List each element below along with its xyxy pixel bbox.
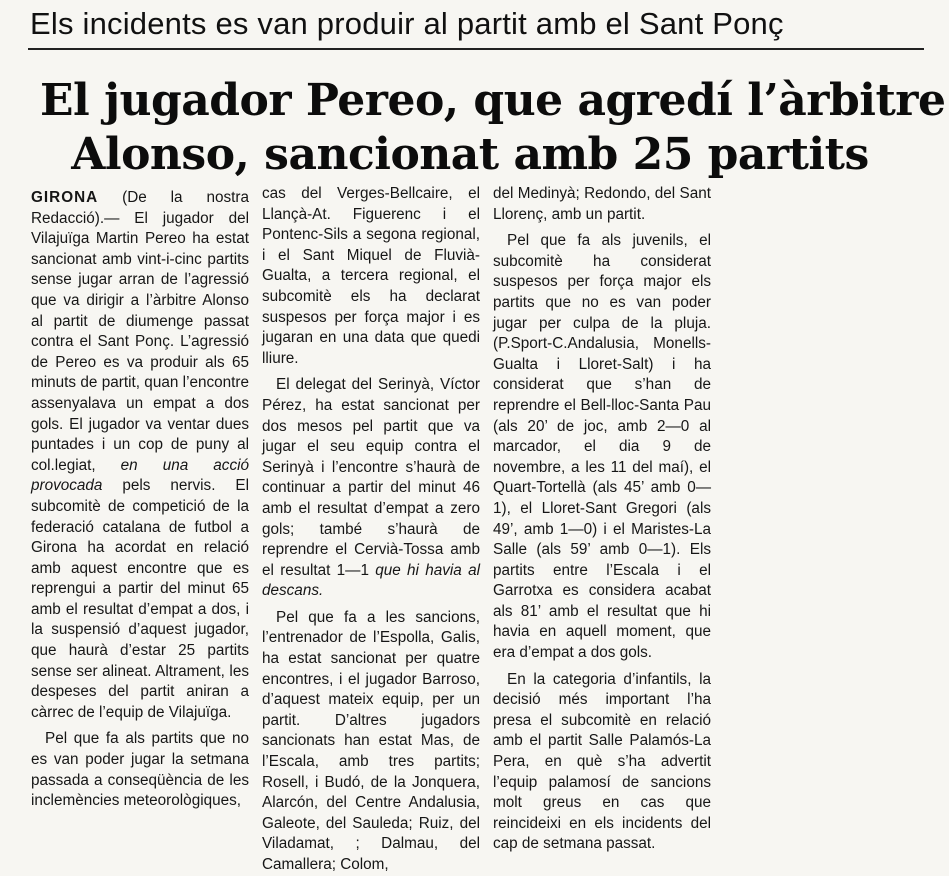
article-headline [40,74,946,182]
article-body [31,185,945,873]
paragraph: Pel que fa als juvenils, el subcomitè ha considerat suspesos per força major els partits que no es van poder jugar per culpa de la pluja. (P.Sport-C.Andalusia, Monells-Gualta i Lloret-Salt) i ha considerat que s’han de reprendre el Bell-lloc-Santa Pau (als 20’ de joc, amb 2—0 al marcador, el dia 9 de novembre, a les 11 del maí), el Quart-Tortellà (als 45’ amb 0—1), el Lloret-Sant Gregori (als 49’, amb 1—0) i el Maristes-La Salle (als 59’ amb 0—1). Els partits entre l’Escala i el Garrotxa es considera acabat als 81’ amb el resultat que hi havia en aquell moment, que era d’empat a dos gols. [493,232,711,662]
paragraph: del Medinyà; Redondo, del Sant Llorenç, amb un partit. [493,185,711,223]
paragraph-italic-text: que hi havia al descans. [262,561,480,600]
headline-line-1: El jugador Pereo, que agredí l’àrbitre [40,75,946,126]
paragraph: En la categoria d’infantils, la decisió més important l’ha presa el subcomitè en relació amb el partit Salle Palamós-La Pera, en què s’ha advertit l’equip palamosí de sancions molt greus en cas que reincideixi en els incidents del cap de setmana passat. [493,670,711,853]
kicker-underline [28,48,924,50]
paragraph-text: El delegat del Serinyà, Víctor Pérez, ha estat sancionat per dos mesos pel partit que va jugar el seu equip contra el Serinyà i l’encontre s’haurà de continuar a partir del minut 46 amb el resultat d’empat a zero gols; també s’haurà de reprendre el Cervià-Tossa amb el resultat 1—1 [262,376,480,579]
headline-line-2: Alonso, sancionat amb 25 partits [71,129,869,180]
paragraph: Pel que fa als partits que no es van poder jugar la setmana passada a conseqüència de les inclemències meteorològiques, [31,730,249,810]
paragraph-italic-text: en una acció provocada [31,456,250,495]
paragraph [262,375,480,602]
paragraph: Pel que fa a les sancions, l’entrenador de l’Espolla, Galis, ha estat sancionat per quatre encontres, i el jugador Barroso, d’aquest mateix equip, per un partit. D’altres jugadors sancionats han estat Mas, de l’Escala, amb tres partits; Rosell, i Budó, de la Jonquera, Alarcón, del Centre Andalusia, Galeote, del Sauleda; Ruiz, del Viladamat, ; Dalmau, del Camallera; Colom, [262,608,480,873]
paragraph-text: pels nervis. El subcomitè de competició de la federació catalana de futbol a Girona ha acordat en relació amb aquest encontre que es reprengui a partir del minut 65 amb el resultat d’empat a dos, i la suspensió d’aquest jugador, que haurà d’estar 25 partits sense ser alineat. Altrament, les despeses del partit aniran a càrrec de l’equip de Vilajuïga. [31,477,249,721]
column-2 [262,185,480,873]
column-3 [493,185,711,853]
paragraph: cas del Verges-Bellcaire, el Llançà-At. Figuerenc i el Pontenc-Sils a segona regional, i el Sant Miquel de Fluvià-Gualta, a tercera regional, el subcomitè els ha declarat suspesos per força major i es jugaran en una data que quedi lliure. [262,185,480,367]
column-1 [31,188,249,808]
paragraph-text: (De la nostra Redacció).— El jugador del Vilajuïga Martin Pereo ha estat sancionat amb vint-i-cinc partits sense jugar arran de l’agressió que va dirigir a l’àrbitre Alonso al partit de diumenge passat contra el Sant Ponç. L’agressió de Pereo es va produir als 65 minuts de partit, quan l’encontre assenyalava un empat a dos gols. El jugador va ventar dues puntades i un cop de puny al col.legiat, [31,189,249,474]
dateline: GIRONA [31,189,99,206]
paragraph [31,188,249,723]
article-kicker: Els incidents es van produir al partit amb el Sant Ponç [30,6,784,41]
